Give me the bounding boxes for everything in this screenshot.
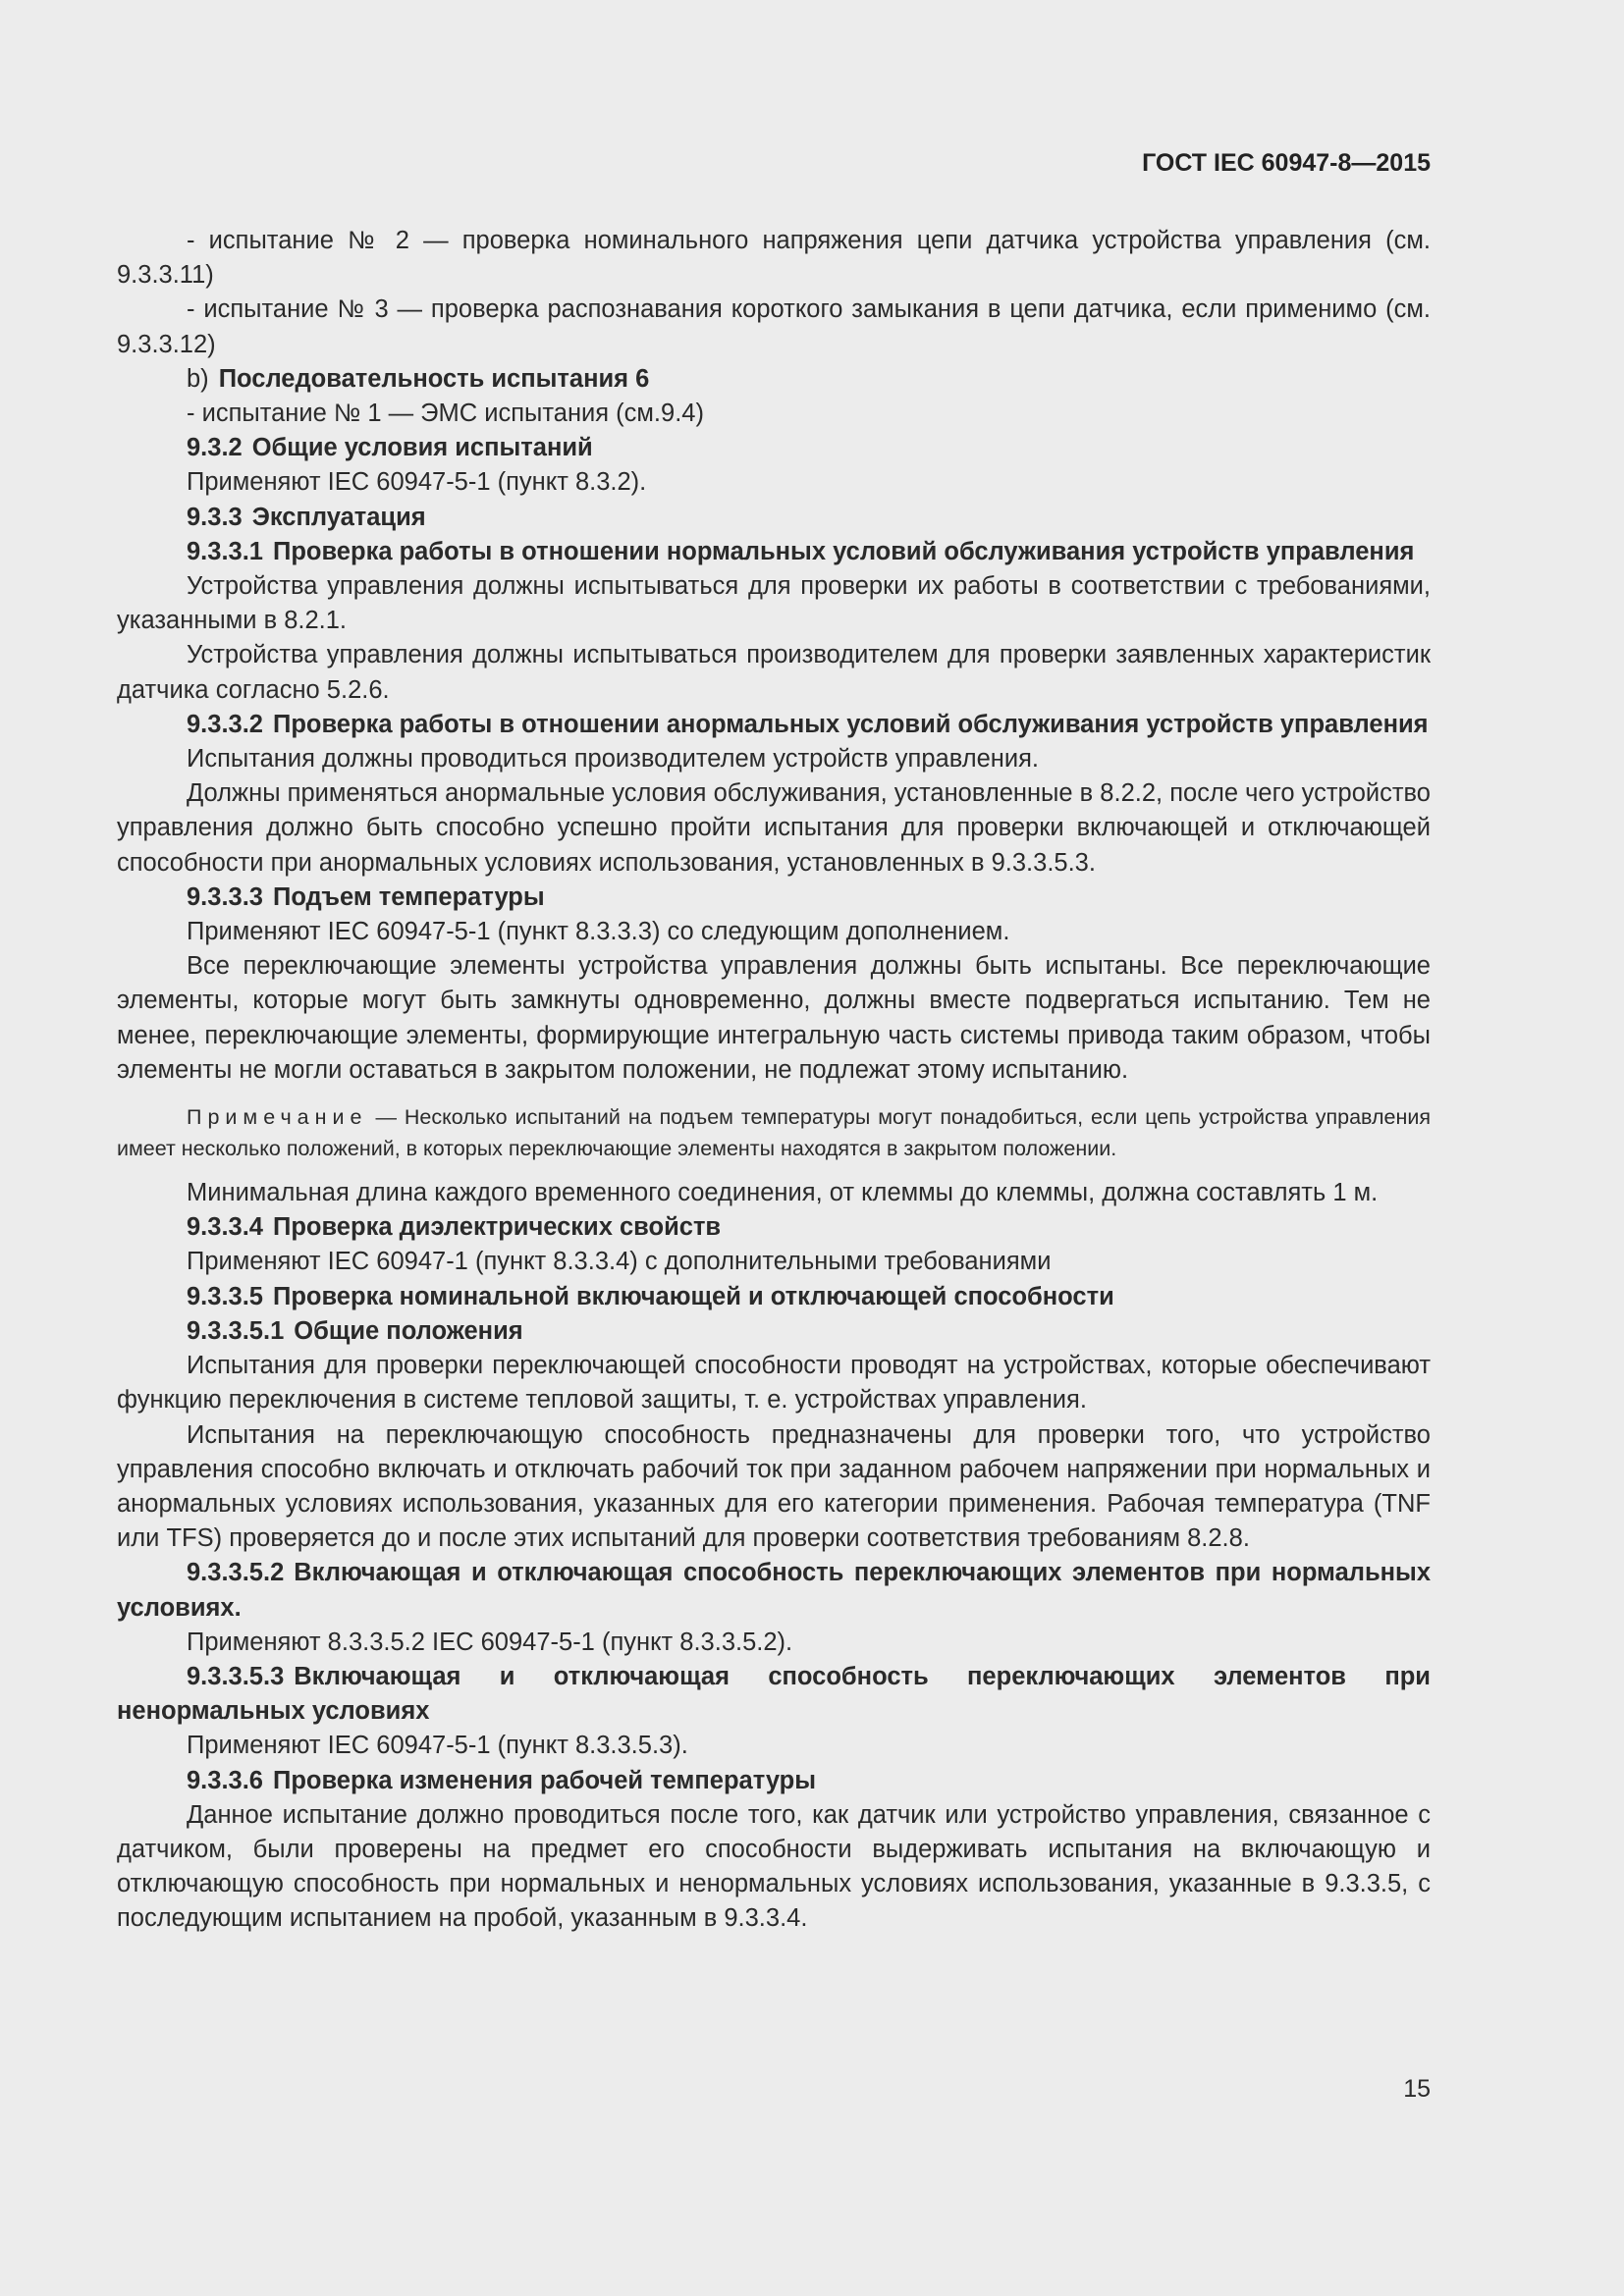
section-number: 9.3.3.4 [187, 1213, 263, 1242]
section-heading [117, 708, 1431, 742]
section-title: Проверка диэлектрических свойств [272, 1213, 722, 1242]
document-body [117, 224, 1431, 1937]
paragraph: Испытания на переключающую способность предназначены для проверки того, что устройство управления способно включать и отключать рабочий ток при заданном рабочем напряжении при нормальных и анормальных условиях использования, указанных для его категории применения. Рабочая температура (TNF или TFS) проверяется до и после этих испытаний для проверки соответствия требованиям 8.2.8. [117, 1420, 1431, 1553]
section-number: 9.3.3.1 [187, 537, 263, 565]
document-code-header: ГОСТ IEC 60947-8—2015 [1142, 149, 1431, 177]
section-title: Проверка изменения рабочей температуры [272, 1766, 817, 1794]
section-number: 9.3.3.5.2 [187, 1559, 285, 1587]
paragraph: - испытание № 1 — ЭМС испытания (см.9.4) [187, 400, 704, 428]
page-number: 15 [1403, 2075, 1431, 2103]
paragraph: Устройства управления должны испытываться производителем для проверки заявленных характеристик датчика согласно 5.2.6. [117, 641, 1431, 704]
paragraph: Устройства управления должны испытываться для проверки их работы в соответствии с требованиями, указанными в 8.2.1. [117, 572, 1431, 635]
section-heading [117, 1280, 1431, 1314]
paragraph: Минимальная длина каждого временного соединения, от клеммы до клеммы, должна составлять 1 м. [187, 1179, 1379, 1207]
paragraph: Применяют IEC 60947-5-1 (пункт 8.3.3.3) со следующим дополнением. [187, 918, 1010, 946]
paragraph: Должны применяться анормальные условия обслуживания, установленные в 8.2.2, после чего устройство управления должно быть способно успешно пройти испытания для проверки включающей и отключающей способности при анормальных условиях использования, установленных в 9.3.3.5.3. [117, 779, 1431, 877]
section-title: Включающая и отключающая способность переключающих элементов при нормальных условиях. [117, 1559, 1431, 1622]
section-title: Подъем температуры [272, 882, 545, 911]
section-number: 9.3.3.2 [187, 710, 263, 738]
note-text: — Несколько испытаний на подъем температуры могут понадобиться, если цепь устройства управления имеет несколько положений, в которых переключающие элементы находятся в закрытом положении. [117, 1105, 1431, 1161]
paragraph: Применяют IEC 60947-5-1 (пункт 8.3.2). [187, 468, 647, 497]
section-number: 9.3.3.5 [187, 1282, 263, 1310]
paragraph: Применяют 8.3.3.5.2 IEC 60947-5-1 (пункт 8.3.3.5.2). [187, 1628, 793, 1656]
note-label: Примечание [187, 1105, 368, 1130]
section-number: 9.3.3.5.1 [187, 1316, 285, 1345]
section-heading [117, 1556, 1431, 1625]
section-heading [117, 501, 1431, 535]
paragraph: Испытания должны проводиться производителем устройств управления. [187, 745, 1039, 774]
paragraph: Данное испытание должно проводиться после того, как датчик или устройство управления, связанное с датчиком, были проверены на предмет его способности выдерживать испытания на включающую и отключающую способность при нормальных и ненормальных условиях использования, указанные в 9.3.3.5, с последующим испытанием на пробой, указанным в 9.3.3.4. [117, 1800, 1431, 1933]
section-title: Проверка работы в отношении анормальных условий обслуживания устройств управления [272, 710, 1429, 738]
paragraph: Применяют IEC 60947-1 (пункт 8.3.3.4) с дополнительными требованиями [187, 1248, 1052, 1276]
section-number: b) [187, 364, 209, 393]
section-number: 9.3.3.6 [187, 1766, 263, 1794]
paragraph: Испытания для проверки переключающей способности проводят на устройствах, которые обеспечивают функцию переключения в системе тепловой защиты, т. е. устройствах управления. [117, 1352, 1431, 1415]
section-title: Эксплуатация [251, 503, 426, 531]
section-heading [117, 881, 1431, 915]
section-title: Последовательность испытания 6 [218, 364, 650, 393]
note [117, 1101, 1431, 1164]
section-title: Проверка номинальной включающей и отключающей способности [272, 1282, 1114, 1310]
section-title: Проверка работы в отношении нормальных условий обслуживания устройств управления [272, 537, 1415, 565]
section-title: Общие положения [294, 1316, 523, 1345]
section-title: Включающая и отключающая способность переключающих элементов при ненормальных условиях [117, 1662, 1431, 1726]
section-number: 9.3.3.5.3 [187, 1662, 285, 1690]
section-heading [117, 535, 1431, 569]
section-number: 9.3.3 [187, 503, 243, 531]
section-title: Общие условия испытаний [251, 434, 593, 462]
section-heading [117, 1764, 1431, 1798]
section-number: 9.3.3.3 [187, 882, 263, 911]
section-heading [117, 1210, 1431, 1245]
section-heading [117, 431, 1431, 465]
section-number: 9.3.2 [187, 434, 243, 462]
section-heading [117, 362, 1431, 397]
paragraph: - испытание № 2 — проверка номинального напряжения цепи датчика устройства управления (см. 9.3.3.11) [117, 227, 1431, 290]
paragraph: Все переключающие элементы устройства управления должны быть испытаны. Все переключающие элементы, которые могут быть замкнуты одновременно, должны вместе подвергаться испытанию. Тем не менее, переключающие элементы, формирующие интегральную часть системы привода таким образом, чтобы элементы не могли оставаться в закрытом положении, не подлежат этому испытанию. [117, 952, 1431, 1084]
paragraph: Применяют IEC 60947-5-1 (пункт 8.3.3.5.3). [187, 1732, 688, 1760]
section-heading [117, 1660, 1431, 1729]
paragraph: - испытание № 3 — проверка распознавания короткого замыкания в цепи датчика, если применимо (см. 9.3.3.12) [117, 295, 1431, 358]
section-heading [117, 1314, 1431, 1349]
